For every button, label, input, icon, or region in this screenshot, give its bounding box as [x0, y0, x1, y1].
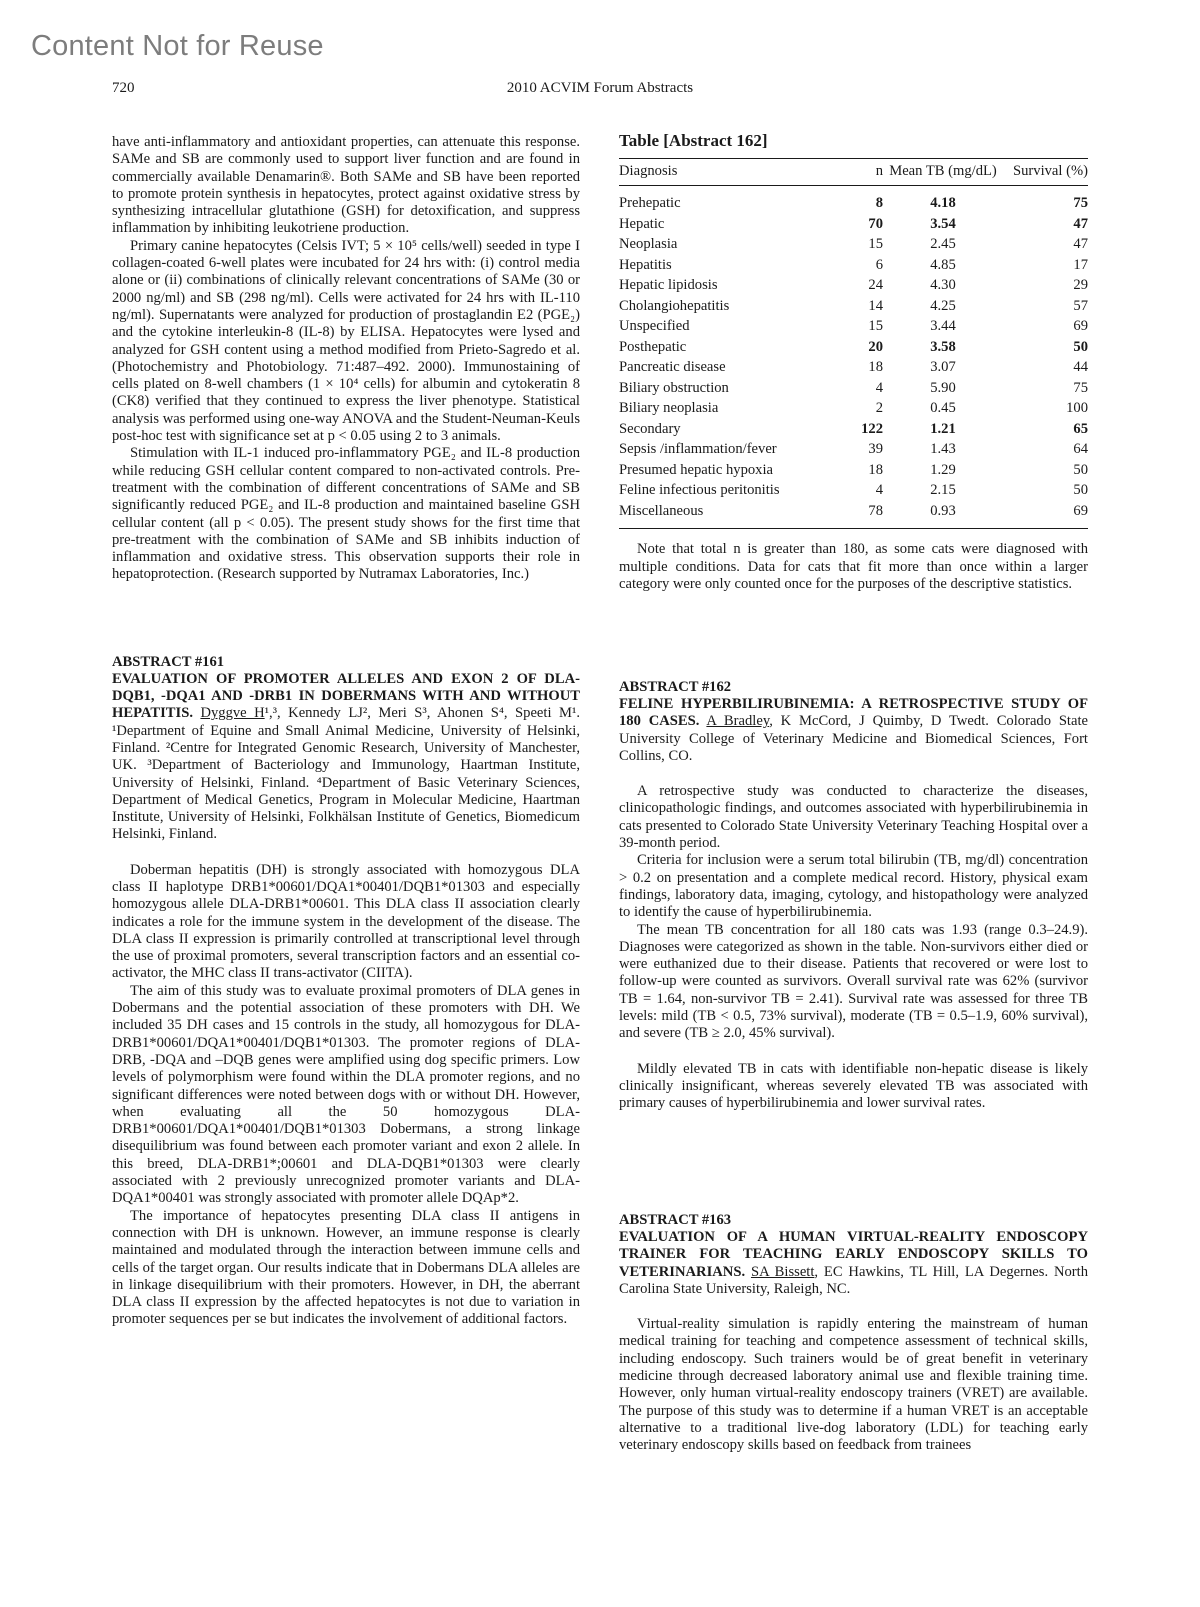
- cell-survival: 50: [1073, 482, 1088, 498]
- author-affiliations: ¹,³, Kennedy LJ², Meri S³, Ahonen S⁴, Speeti M¹. ¹Department of Equine and Small Animal Medicine, University of Helsinki, Finland. ²Centre for Integrated Genomic Research, University of Manchester, UK. ³Department of Bacteriology and Immunology, Haartman Institute, University of Helsinki, Finland. ⁴Department of Basic Veterinary Sciences, Department of Medical Genetics, Program in Molecular Medicine, Haartman Institute, University of Helsinki, Folkhälsan Institute of Genetics, Biomedicum Helsinki, Finland.: [112, 705, 580, 843]
- abstract-title: FELINE HYPERBILIRUBINEMIA: A RETROSPECTIVE STUDY OF 180 CASES.: [619, 696, 1088, 730]
- cell-survival: 50: [1073, 338, 1088, 355]
- cell-n: 122: [861, 420, 883, 437]
- abstract-heading: [619, 696, 1088, 765]
- cell-mean-tb: 1.29: [930, 461, 956, 478]
- paragraph: The aim of this study was to evaluate proximal promoters of DLA genes in Dobermans and the potential association of these promoters with DH. We included 35 DH cases and 15 controls in the study, all homozygous for DLA- DRB1*00601/DQA1*00401/DQB1*01303. The promoter regions of DLA-DRB, -DQA and –DQB genes were amplified using dog specific primers. Low levels of polymorphism were found within the DLA promoter regions, and no significant differences were noted between dogs with or without DH. However, when evaluating all the 50 homozygous DLA-DRB1*00601/DQA1*00401/DQB1*01303 Dobermans, a strong linkage disequilibrium was found between each promoter variant and exon 2 allele. In this breed, DLA-DRB1*;00601 and DLA-DQB1*01303 were clearly associated with 2 previously unrecognized promoter variants and DLA-DQA1*00401 was strongly associated with promoter allele DQAp*2.: [112, 982, 580, 1207]
- abstract-title: EVALUATION OF A HUMAN VIRTUAL-REALITY ENDOSCOPY TRAINER FOR TEACHING EARLY ENDOSCOPY SKILLS TO VETERINARIANS.: [619, 1229, 1088, 1280]
- cell-diagnosis: Prehepatic: [619, 195, 681, 211]
- cell-n: 14: [868, 297, 883, 314]
- cell-diagnosis: Presumed hepatic hypoxia: [619, 461, 774, 478]
- cell-n: 18: [868, 461, 883, 478]
- cell-survival: 47: [1073, 215, 1088, 232]
- cell-mean-tb: 3.07: [930, 359, 956, 375]
- cell-survival: 17: [1073, 256, 1088, 273]
- cell-diagnosis: Feline infectious peritonitis: [619, 482, 780, 498]
- author-affiliations: , K McCord, J Quimby, D Twedt. Colorado State University College of Veterinary Medicine and Biomedical Sciences, Fort Collins, CO.: [619, 713, 1088, 764]
- paragraph: Virtual-reality simulation is rapidly entering the mainstream of human medical training for teaching and competence assessment of technical skills, including endoscopy. Such trainers would be of great benefit in veterinary medicine through decreased laboratory animal use and flexible training time. However, only human virtual-reality endoscopy trainers (VRET) are available. The purpose of this study was to determine if a human VRET is an acceptable alternative to a traditional live-dog laboratory (LDL) for teaching early veterinary endoscopy skills based on feedback from trainees: [619, 1316, 1088, 1454]
- cell-diagnosis: Biliary obstruction: [619, 379, 729, 396]
- cell-n: 2: [875, 400, 883, 416]
- cell-diagnosis: Hepatitis: [619, 256, 672, 273]
- table-row: [619, 460, 1088, 481]
- cell-mean-tb: 0.45: [930, 400, 956, 416]
- cell-diagnosis: Cholangiohepatitis: [619, 297, 730, 314]
- author-affiliations: , EC Hawkins, TL Hill, LA Degernes. North Carolina State University, Raleigh, NC.: [619, 1263, 1088, 1297]
- presenting-author: Dyggve H: [200, 705, 265, 722]
- table-row: [619, 316, 1088, 337]
- table-row: [619, 378, 1088, 399]
- cell-mean-tb: 4.18: [930, 195, 956, 211]
- cell-diagnosis: Hepatic lipidosis: [619, 277, 718, 293]
- paragraph: have anti-inflammatory and antioxidant properties, can attenuate this response. SAMe and SB are commonly used to support liver function and are found in commercially available Denamarin®. Both SAMe and SB have been reported to promote protein synthesis in hepatocytes, protect against oxidative stress by synthesizing intracellular glutathione (GSH) for detoxification, and suppress inflammation by inhibiting leukotriene production.: [112, 134, 580, 237]
- page-number: 720: [112, 80, 135, 96]
- cell-survival: 44: [1073, 359, 1088, 375]
- paragraph: Mildly elevated TB in cats with identifiable non-hepatic disease is likely clinically insignificant, whereas severely elevated TB was associated with primary causes of hyperbilirubinemia and lower survival rates.: [619, 1060, 1088, 1112]
- cell-survival: 69: [1073, 502, 1088, 519]
- paragraph: The importance of hepatocytes presenting DLA class II antigens in connection with DH is unknown. However, an immune response is clearly maintained and modulated through the interaction between immune cells and cells of the target organ. Our results indicate that in Dobermans DLA alleles are in linkage disequilibrium with their promoters. However, in DH, the aberrant DLA class II expression by the affected hepatocytes is not due to variation in promoter sequences per se but indicates the involvement of additional factors.: [112, 1207, 580, 1328]
- cell-n: 8: [875, 195, 883, 211]
- cell-n: 24: [868, 277, 883, 293]
- cell-survival: 47: [1073, 236, 1088, 252]
- cell-n: 4: [875, 379, 883, 396]
- paragraph: The mean TB concentration for all 180 cats was 1.93 (range 0.3–24.9). Diagnoses were categorized as shown in the table. Non-survivors either died or were euthanized due to their disease. Patients that recovered or were lost to follow-up were counted as survivors. Overall survival rate was 62% (survivor TB = 1.64, non-survivor TB = 2.41). Survival rate was assessed for three TB levels: mild (TB < 0.5, 73% survival), moderate (TB = 0.5–1.9, 60% survival), and severe (TB ≥ 2.0, 45% survival).: [619, 921, 1088, 1042]
- paragraph: Primary canine hepatocytes (Celsis IVT; 5 × 10⁵ cells/well) seeded in type I collagen-coated 6-well plates were incubated for 24 hrs with: (i) control media alone or (ii) combinations of clinically relevant concentrations of SAMe (30 or 2000 ng/ml) and SB (298 ng/ml). Cells were activated for 24 hrs with IL-110 ng/ml). Supernatants were analyzed for production of prostaglandin E2 (PGE₂) and the cytokine interleukin-8 (IL-8) by ELISA. Hepatocytes were lysed and analyzed for GSH content using a method modified from Prieto-Sagredo et al. (Photochemistry and Photobiology. 71:487–492. 2000). Immunostaining of cells plated on 8-well chambers (1 × 10⁴ cells) for albumin and cytokeratin 8 (CK8) verified that they continued to express the liver phenotype. Statistical analysis was performed using one-way ANOVA and the Student-Neuman-Keuls post-hoc test with significance set at p < 0.05 using 2 to 3 animals.: [112, 237, 580, 445]
- cell-n: 78: [868, 502, 883, 519]
- table-row: [619, 501, 1088, 522]
- cell-n: 70: [868, 215, 883, 232]
- presenting-author: SA Bissett: [750, 1263, 815, 1280]
- abstract-title: EVALUATION OF PROMOTER ALLELES AND EXON 2 OF DLA-DQB1, -DQA1 AND -DRB1 IN DOBERMANS WITH AND WITHOUT HEPATITIS.: [112, 670, 580, 722]
- table-row: [619, 357, 1088, 378]
- running-title: 2010 ACVIM Forum Abstracts: [506, 80, 694, 96]
- table-row: [619, 296, 1088, 317]
- cell-mean-tb: 2.15: [930, 482, 956, 498]
- cell-survival: 50: [1073, 461, 1088, 478]
- column-header-diagnosis: Diagnosis: [619, 163, 678, 179]
- cell-diagnosis: Unspecified: [619, 318, 690, 334]
- cell-survival: 64: [1073, 441, 1088, 457]
- cell-mean-tb: 2.45: [930, 236, 956, 252]
- cell-mean-tb: 3.44: [930, 318, 956, 334]
- cell-n: 15: [868, 236, 883, 252]
- cell-n: 20: [868, 338, 883, 355]
- paragraph: Criteria for inclusion were a serum total bilirubin (TB, mg/dl) concentration > 0.2 on presentation and a complete medical record. History, physical exam findings, laboratory data, imaging, cytology, and histopathology were analyzed to identify the cause of hyperbilirubinemia.: [619, 852, 1088, 921]
- column-header-mean-tb: Mean TB (mg/dL): [889, 163, 997, 179]
- cell-diagnosis: Posthepatic: [619, 338, 687, 355]
- abstract-163: [619, 1212, 1088, 1455]
- cell-mean-tb: 1.21: [930, 420, 956, 437]
- cell-mean-tb: 1.43: [930, 441, 956, 457]
- table-row: [619, 255, 1088, 276]
- cell-diagnosis: Neoplasia: [619, 236, 678, 252]
- cell-survival: 29: [1073, 277, 1088, 293]
- paragraph: Doberman hepatitis (DH) is strongly associated with homozygous DLA class II haplotype DRB1*00601/DQA1*00401/DQB1*01303 and especially homozygous allele DLA-DRB1*00601. This DLA class II association clearly indicates a role for the immune system in the development of the disease. The DLA class II expression is primarily controlled at transcriptional level through the use of proximal promoters, several transcription factors and an essential co-activator, the MHC class II trans-activator (CIITA).: [112, 861, 580, 982]
- cell-n: 6: [875, 256, 883, 273]
- watermark: Content Not for Reuse: [31, 30, 324, 62]
- cell-mean-tb: 4.85: [930, 256, 956, 273]
- abstract-number: ABSTRACT #162: [619, 679, 732, 695]
- cell-survival: 75: [1073, 379, 1088, 396]
- cell-survival: 100: [1066, 400, 1088, 416]
- table-row: [619, 275, 1088, 296]
- abstract-161: [112, 654, 580, 1329]
- cell-mean-tb: 3.54: [930, 215, 956, 232]
- left-column: [112, 134, 580, 1329]
- cell-diagnosis: Hepatic: [619, 215, 665, 232]
- cell-survival: 65: [1073, 420, 1088, 437]
- cell-mean-tb: 4.30: [930, 277, 956, 293]
- cell-mean-tb: 5.90: [930, 379, 956, 396]
- cell-mean-tb: 0.93: [930, 502, 956, 519]
- table-row: [619, 480, 1088, 501]
- table-row: [619, 398, 1088, 419]
- table-body: [619, 186, 1088, 522]
- table-row: [619, 439, 1088, 460]
- paragraph: Stimulation with IL-1 induced pro-inflammatory PGE₂ and IL-8 production while reducing GSH cellular content compared to non-activated controls. Pre-treatment with the combination of different concentrations of SAMe and SB significantly reduced PGE₂ and IL-8 production and maintained baseline GSH cellular content (all p < 0.05). The present study shows for the first time that pre-treatment with the combination of SAMe and SB inhibits induction of inflammation and oxidative stress. This observation supports their role in hepatoprotection. (Research supported by Nutramax Laboratories, Inc.): [112, 445, 580, 583]
- cell-survival: 75: [1073, 195, 1088, 211]
- cell-diagnosis: Secondary: [619, 420, 681, 437]
- table-note: Note that total n is greater than 180, as some cats were diagnosed with multiple conditions. Data for cats that fit more than once within a larger category were only counted once for the purposes of the descriptive statistics.: [619, 541, 1088, 592]
- table-title: Table [Abstract 162]: [619, 130, 1088, 159]
- column-header-n: n: [875, 163, 883, 179]
- cell-diagnosis: Sepsis /inflammation/fever: [619, 441, 777, 457]
- cell-mean-tb: 3.58: [930, 338, 956, 355]
- cell-n: 15: [868, 318, 883, 334]
- abstract-heading: [112, 671, 580, 844]
- table-row: [619, 337, 1088, 358]
- table-row: [619, 214, 1088, 235]
- cell-n: 39: [868, 441, 883, 457]
- abstract-heading: [619, 1229, 1088, 1298]
- cell-mean-tb: 4.25: [930, 297, 956, 314]
- table-row: [619, 186, 1088, 214]
- cell-diagnosis: Biliary neoplasia: [619, 400, 719, 416]
- abstract-162: [619, 679, 1088, 1113]
- presenting-author: A Bradley: [706, 713, 770, 730]
- cell-survival: 57: [1073, 297, 1088, 314]
- paragraph: A retrospective study was conducted to characterize the diseases, clinicopathologic findings, and outcomes associated with hyperbilirubinemia in cats presented to Colorado State University Veterinary Teaching Hospital over a 39-month period.: [619, 783, 1088, 852]
- cell-diagnosis: Miscellaneous: [619, 502, 704, 519]
- table-row: [619, 234, 1088, 255]
- cell-diagnosis: Pancreatic disease: [619, 359, 726, 375]
- cell-n: 18: [868, 359, 883, 375]
- data-table: [619, 159, 1088, 521]
- abstract-number: ABSTRACT #161: [112, 653, 225, 670]
- table-header-row: [619, 159, 1088, 186]
- column-header-survival: Survival (%): [1013, 163, 1088, 179]
- table-row: [619, 419, 1088, 440]
- cell-survival: 69: [1073, 318, 1088, 334]
- table-abstract-162: [619, 130, 1088, 594]
- cell-n: 4: [875, 482, 883, 498]
- abstract-number: ABSTRACT #163: [619, 1212, 732, 1228]
